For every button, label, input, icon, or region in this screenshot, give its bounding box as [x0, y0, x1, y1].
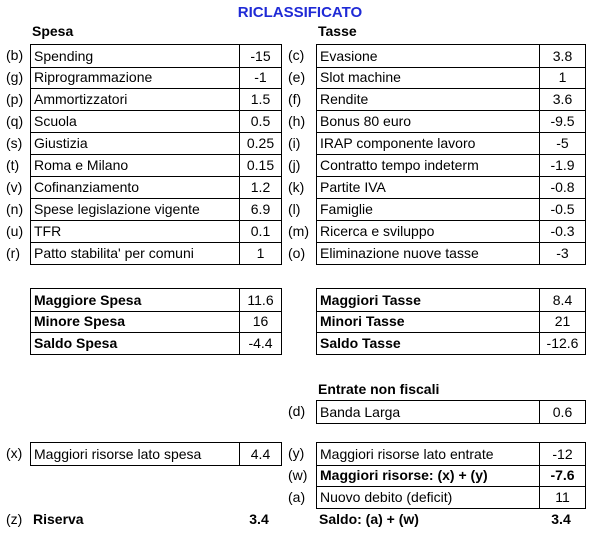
row-label: Maggiori risorse lato entrate — [320, 446, 494, 462]
row-value: 21 — [539, 310, 585, 332]
row-value: -15 — [239, 45, 281, 67]
row-value: -3 — [539, 242, 585, 264]
row-code: (a) — [288, 489, 306, 505]
row-label: Partite IVA — [320, 179, 386, 195]
row-code: (k) — [288, 179, 305, 195]
row-code: (e) — [288, 69, 306, 85]
tasse-item-row — [0, 242, 600, 264]
row-label: Saldo Spesa — [34, 335, 118, 351]
row-value: -1.9 — [539, 154, 585, 176]
row-code: (j) — [288, 157, 301, 173]
row-code: (o) — [288, 245, 306, 261]
tasse-summary-row — [0, 332, 600, 354]
tasse-summary-row — [0, 288, 600, 310]
row-code: (g) — [6, 69, 24, 85]
row-label: Evasione — [320, 48, 378, 64]
tasse-item-row — [0, 198, 600, 220]
row-label: Rendite — [320, 91, 369, 107]
saldo-row — [0, 508, 600, 530]
tasse-summary-row — [0, 310, 600, 332]
row-code: (h) — [288, 113, 306, 129]
row-value: 3.6 — [539, 88, 585, 110]
row-label: Slot machine — [320, 69, 401, 85]
tasse-item-row — [0, 88, 600, 110]
row-code: (q) — [6, 113, 24, 129]
row-label: Maggiori risorse lato spesa — [34, 446, 202, 462]
tasse-item-row — [0, 110, 600, 132]
row-value: 1.5 — [239, 88, 281, 110]
spesa-heading: Spesa — [32, 23, 74, 39]
row-code: (l) — [288, 201, 301, 217]
row-value: 3.8 — [539, 45, 585, 67]
row-value: 8.4 — [539, 289, 585, 311]
row-label: TFR — [34, 223, 62, 239]
row-label: Spese legislazione vigente — [34, 201, 200, 217]
row-label: Contratto tempo indeterm — [320, 157, 479, 173]
row-label: Spending — [34, 48, 94, 64]
row-code: (m) — [288, 223, 309, 239]
row-value: 0.6 — [539, 401, 585, 423]
sheet-title: RICLASSIFICATO — [237, 4, 363, 21]
row-value: 4.4 — [239, 443, 281, 465]
row-code: (t) — [6, 157, 20, 173]
row-code: (i) — [288, 135, 301, 151]
bottom-row — [0, 464, 600, 486]
row-label: IRAP componente lavoro — [320, 135, 476, 151]
row-value: 0.5 — [239, 110, 281, 132]
tasse-item-row — [0, 176, 600, 198]
entrate-heading: Entrate non fiscali — [318, 381, 440, 397]
row-value: -5 — [539, 132, 585, 154]
row-label: Ammortizzatori — [34, 91, 128, 107]
tasse-heading: Tasse — [318, 23, 357, 39]
bottom-row — [0, 442, 600, 464]
row-label: Famiglie — [320, 201, 373, 217]
row-label: Minori Tasse — [320, 313, 405, 329]
row-code: (c) — [288, 47, 305, 63]
row-value: 1 — [539, 66, 585, 88]
row-code: (x) — [6, 445, 23, 461]
row-label: Riserva — [33, 511, 84, 527]
row-value: -0.8 — [539, 176, 585, 198]
row-value: -9.5 — [539, 110, 585, 132]
row-code: (b) — [6, 47, 24, 63]
row-label: Nuovo debito (deficit) — [320, 489, 453, 505]
bottom-row — [0, 486, 600, 508]
row-value: 11 — [539, 486, 585, 508]
row-value: 0.1 — [239, 220, 281, 242]
row-code: (n) — [6, 201, 24, 217]
row-label: Scuola — [34, 113, 77, 129]
row-code: (p) — [6, 91, 24, 107]
row-value: 3.4 — [551, 511, 571, 527]
row-code: (y) — [288, 445, 305, 461]
row-label: Saldo: (a) + (w) — [319, 511, 419, 527]
row-code: (z) — [6, 511, 23, 527]
row-code: (v) — [6, 179, 23, 195]
row-label: Riprogrammazione — [34, 69, 153, 85]
row-label: Patto stabilita' per comuni — [34, 245, 194, 261]
row-label: Eliminazione nuove tasse — [320, 245, 479, 261]
row-value: 1 — [239, 242, 281, 264]
row-value: 1.2 — [239, 176, 281, 198]
tasse-item-row — [0, 132, 600, 154]
row-label: Maggiori risorse: (x) + (y) — [320, 467, 488, 483]
row-value: 0.25 — [239, 132, 281, 154]
row-code: (u) — [6, 223, 24, 239]
row-code: (r) — [6, 245, 20, 261]
row-code: (d) — [288, 403, 306, 419]
row-label: Maggiore Spesa — [34, 292, 142, 308]
row-value: -1 — [239, 66, 281, 88]
row-value: 6.9 — [239, 198, 281, 220]
row-label: Ricerca e sviluppo — [320, 223, 435, 239]
row-code: (w) — [288, 467, 308, 483]
row-label: Bonus 80 euro — [320, 113, 412, 129]
row-label: Roma e Milano — [34, 157, 129, 173]
tasse-item-row — [0, 66, 600, 88]
row-code: (s) — [6, 135, 23, 151]
tasse-item-row — [0, 44, 600, 66]
row-label: Cofinanziamento — [34, 179, 140, 195]
row-value: 3.4 — [249, 511, 269, 527]
row-code: (f) — [288, 91, 302, 107]
tasse-item-row — [0, 220, 600, 242]
row-value: 11.6 — [239, 289, 281, 311]
row-label: Giustizia — [34, 135, 88, 151]
row-value: -7.6 — [539, 464, 585, 486]
row-label: Maggiori Tasse — [320, 292, 421, 308]
row-value: 16 — [239, 310, 281, 332]
row-label: Saldo Tasse — [320, 335, 401, 351]
row-value: -0.5 — [539, 198, 585, 220]
row-value: -12 — [539, 443, 585, 465]
row-label: Minore Spesa — [34, 313, 126, 329]
row-value: 0.15 — [239, 154, 281, 176]
row-value: -0.3 — [539, 220, 585, 242]
banda-larga-row — [0, 400, 600, 422]
row-value: -4.4 — [239, 332, 281, 354]
row-value: -12.6 — [539, 332, 585, 354]
tasse-item-row — [0, 154, 600, 176]
row-label: Banda Larga — [320, 404, 401, 420]
